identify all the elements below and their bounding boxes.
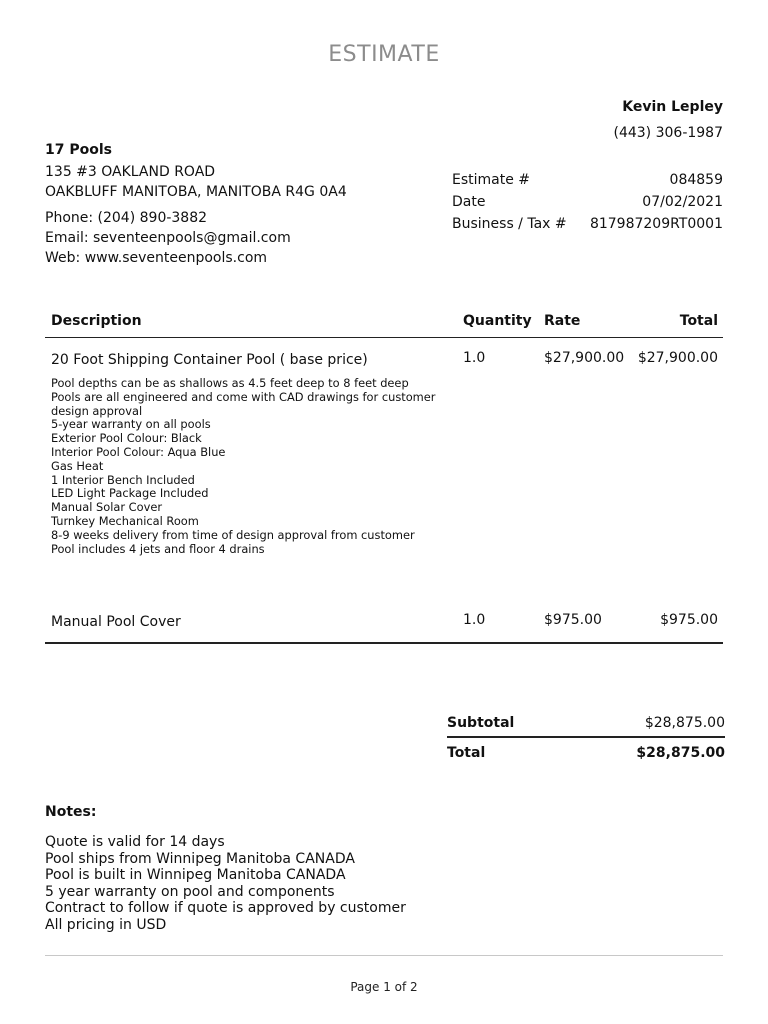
client-info <box>614 94 724 146</box>
table-row <box>45 602 723 644</box>
item-quantity: 1.0 <box>463 612 486 628</box>
item-detail-line: LED Light Package Included <box>51 486 209 501</box>
company-web: Web: www.seventeenpools.com <box>45 250 268 266</box>
header-quantity: Quantity <box>463 312 532 329</box>
totals-summary <box>447 709 725 768</box>
note-line: Quote is valid for 14 days <box>45 834 225 850</box>
meta-value: 07/02/2021 <box>642 194 723 210</box>
item-detail-line: 1 Interior Bench Included <box>51 472 195 487</box>
item-details <box>51 377 448 556</box>
header-rate: Rate <box>544 312 581 329</box>
subtotal-value: $28,875.00 <box>644 714 725 731</box>
item-quantity: 1.0 <box>463 350 486 366</box>
meta-value: 084859 <box>669 172 723 188</box>
item-detail-line: Manual Solar Cover <box>51 500 163 515</box>
note-line: All pricing in USD <box>45 916 167 933</box>
item-rate: $975.00 <box>544 612 602 628</box>
meta-row-estimate-number <box>452 169 723 191</box>
header-total: Total <box>679 312 718 329</box>
item-rate: $27,900.00 <box>544 350 625 366</box>
meta-row-date <box>452 191 723 213</box>
subtotal-row <box>447 709 725 738</box>
line-items-table <box>45 304 723 644</box>
document-title: ESTIMATE <box>328 42 440 67</box>
company-info <box>45 140 347 268</box>
total-label: Total <box>447 745 486 761</box>
item-detail-line: Turnkey Mechanical Room <box>51 513 199 528</box>
table-header <box>45 304 723 338</box>
client-name: Kevin Lepley <box>622 99 723 115</box>
item-title: Manual Pool Cover <box>51 614 181 630</box>
item-detail-line: 8-9 weeks delivery from time of design approval from customer <box>51 527 415 542</box>
item-detail-line: 5-year warranty on all pools <box>51 417 211 432</box>
item-title: 20 Foot Shipping Container Pool ( base price) <box>51 352 368 368</box>
item-detail-line: Pool includes 4 jets and floor 4 drains <box>51 541 265 556</box>
item-detail-line: Pool depths can be as shallows as 4.5 feet deep to 8 feet deep <box>51 376 409 390</box>
meta-label: Estimate # <box>452 172 531 188</box>
footer-divider <box>45 955 723 956</box>
meta-label: Business / Tax # <box>452 216 567 232</box>
company-phone: Phone: (204) 890-3882 <box>45 210 208 226</box>
item-total: $975.00 <box>660 612 718 628</box>
meta-value: 817987209RT0001 <box>589 216 723 232</box>
item-detail-line: Pools are all engineered and come with CAD drawings for customer design approval <box>51 389 436 418</box>
header-description: Description <box>51 312 142 329</box>
note-line: Pool ships from Winnipeg Manitoba CANADA <box>45 850 355 867</box>
notes-section <box>45 802 406 934</box>
page-number: Page 1 of 2 <box>350 980 418 994</box>
client-phone: (443) 306-1987 <box>613 125 723 141</box>
item-detail-line: Interior Pool Colour: Aqua Blue <box>51 444 226 459</box>
item-total: $27,900.00 <box>637 350 718 366</box>
notes-heading: Notes: <box>45 804 97 820</box>
estimate-meta <box>452 169 723 235</box>
item-description <box>45 612 456 642</box>
item-description <box>45 350 456 602</box>
note-line: Contract to follow if quote is approved by customer <box>45 900 406 917</box>
note-line: 5 year warranty on pool and components <box>45 883 335 900</box>
meta-label: Date <box>452 194 486 210</box>
address-line-2: OAKBLUFF MANITOBA, MANITOBA R4G 0A4 <box>45 184 347 200</box>
item-detail-line: Gas Heat <box>51 458 104 473</box>
address-line-1: 135 #3 OAKLAND ROAD <box>45 164 216 180</box>
company-address <box>45 162 347 202</box>
table-row <box>45 338 723 602</box>
meta-row-tax-number <box>452 213 723 235</box>
item-detail-line: Exterior Pool Colour: Black <box>51 431 202 446</box>
company-email: Email: seventeenpools@gmail.com <box>45 230 291 246</box>
subtotal-label: Subtotal <box>447 714 515 731</box>
total-value: $28,875.00 <box>636 745 725 761</box>
company-contact <box>45 208 347 268</box>
note-line: Pool is built in Winnipeg Manitoba CANADA <box>45 867 346 884</box>
company-name: 17 Pools <box>45 142 112 158</box>
total-row <box>447 738 725 768</box>
